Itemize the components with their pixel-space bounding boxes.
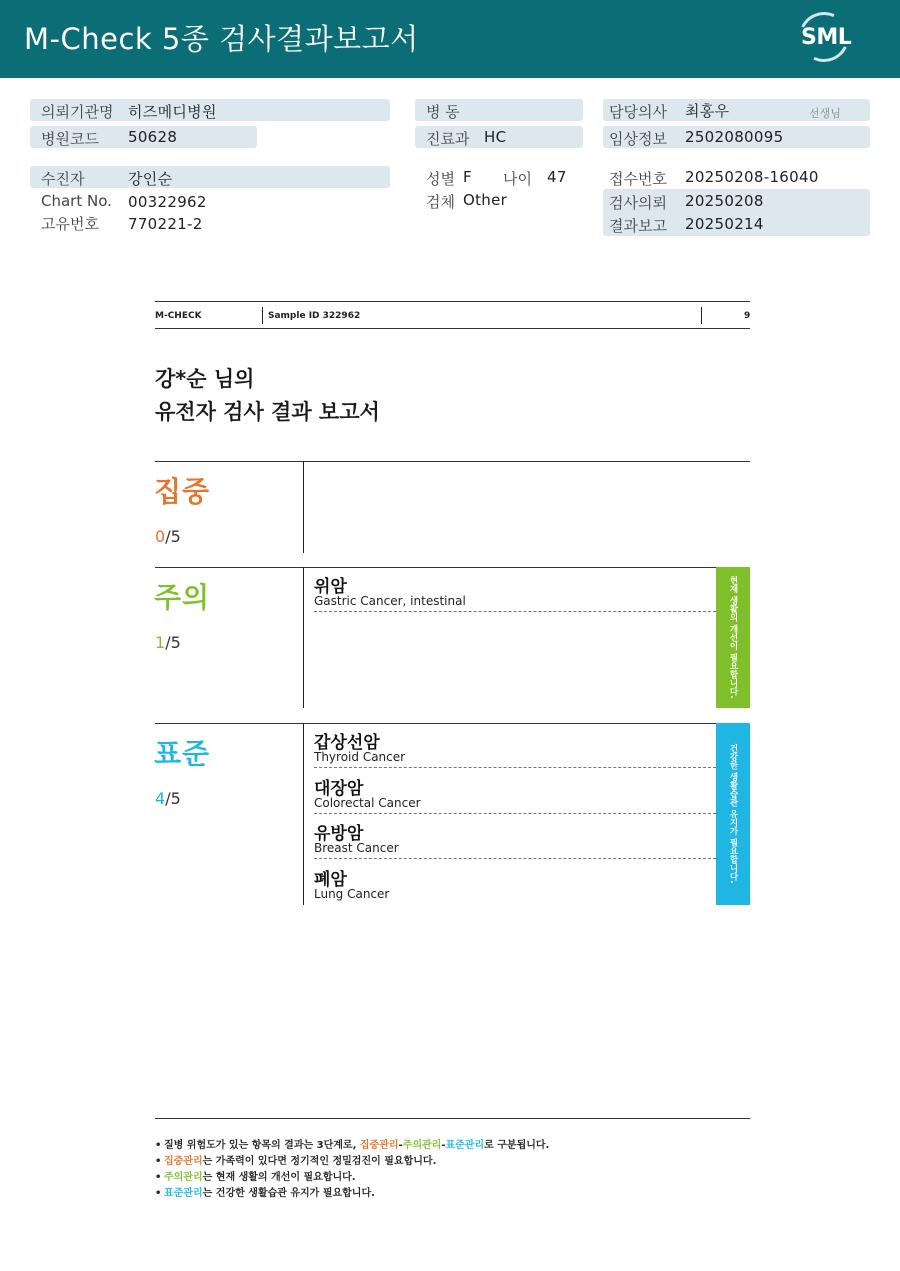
standard-item-en: Colorectal Cancer <box>314 796 421 810</box>
standard-item-ko: 유방암 <box>314 824 364 844</box>
clinical-value: 2502080095 <box>685 128 784 146</box>
request-value: 20250208 <box>685 192 764 210</box>
patient-value: 강인순 <box>128 170 173 188</box>
bullet-icon: • <box>155 1188 162 1199</box>
report-label: 결과보고 <box>609 217 667 235</box>
caution-item-ko: 위암 <box>314 577 347 597</box>
caution-section-divider <box>303 567 304 708</box>
item-separator <box>314 767 716 768</box>
caution-count-value: 1 <box>155 633 166 652</box>
bullet-icon: • <box>155 1140 162 1151</box>
footnote-1 <box>155 1136 549 1151</box>
standard-item-ko: 대장암 <box>314 779 364 799</box>
bullet-icon: • <box>155 1172 162 1183</box>
focus-section-title: 집중 <box>154 475 211 508</box>
standard-item-en: Lung Cancer <box>314 887 390 901</box>
footnote-1-tail: 로 구분됩니다. <box>484 1140 550 1151</box>
footnote-1-caution: 주의관리 <box>402 1140 442 1151</box>
caution-section-title: 주의 <box>154 581 211 614</box>
footnote-rule <box>155 1118 750 1119</box>
page-header-divider <box>701 307 702 324</box>
standard-count-total: /5 <box>165 789 181 808</box>
receipt-value: 20250208-16040 <box>685 168 819 186</box>
footnote-4-key: 표준관리 <box>164 1188 203 1199</box>
page-header-divider <box>262 307 263 324</box>
footnote-3-key: 주의관리 <box>164 1172 203 1183</box>
sml-logo <box>796 12 854 66</box>
footnote-4-text: 는 건강한 생활습관 유지가 필요합니다. <box>202 1188 375 1199</box>
page-number: 9 <box>744 311 751 321</box>
receipt-label: 접수번호 <box>609 170 667 188</box>
standard-section-rule <box>155 723 750 724</box>
doctor-label: 담당의사 <box>609 103 667 121</box>
footnote-4 <box>155 1184 375 1199</box>
focus-section-divider <box>303 461 304 553</box>
item-separator <box>314 813 716 814</box>
hospital-code-value: 50628 <box>128 128 178 146</box>
standard-section-divider <box>303 723 304 905</box>
caution-side-text: 현재 생활의 개선이 필요합니다. <box>728 576 738 699</box>
standard-side-banner <box>716 723 750 905</box>
report-heading-line1: 강*순 님의 <box>155 367 255 391</box>
footnote-2-text: 는 가족력이 있다면 정기적인 정밀검진이 필요합니다. <box>202 1156 437 1167</box>
specimen-label: 검체 <box>426 193 455 211</box>
doctor-value: 최홍우 <box>685 102 730 120</box>
caution-count-total: /5 <box>165 633 181 652</box>
caution-item-en: Gastric Cancer, intestinal <box>314 594 466 608</box>
chart-label: Chart No. <box>41 192 112 210</box>
clinical-label: 임상정보 <box>609 130 667 148</box>
sex-value: F <box>463 168 472 186</box>
unique-id-value: 770221-2 <box>128 215 203 233</box>
footnote-3-text: 는 현재 생활의 개선이 필요합니다. <box>202 1172 356 1183</box>
item-separator <box>314 858 716 859</box>
footnote-1-sep: - <box>441 1140 446 1151</box>
focus-count-total: /5 <box>165 527 181 546</box>
focus-count-value: 0 <box>155 527 166 546</box>
standard-side-text: 건강한 생활습관 유지가 필요합니다. <box>728 744 738 884</box>
sample-id: Sample ID 322962 <box>268 311 361 321</box>
hospital-label: 의뢰기관명 <box>41 103 114 121</box>
hospital-code-label: 병원코드 <box>41 130 99 148</box>
age-value: 47 <box>547 168 567 186</box>
unique-id-label: 고유번호 <box>41 215 99 233</box>
page-header-top-rule <box>155 301 750 302</box>
specimen-value: Other <box>463 191 508 209</box>
standard-item-ko: 갑상선암 <box>314 733 380 753</box>
report-heading-line2: 유전자 검사 결과 보고서 <box>155 400 380 424</box>
sex-label: 성별 <box>426 170 455 188</box>
page-brand: M-CHECK <box>155 311 202 321</box>
caution-count <box>155 633 181 652</box>
report-value: 20250214 <box>685 215 764 233</box>
dept-value: HC <box>484 128 507 146</box>
hospital-value: 히즈메디병원 <box>128 103 217 121</box>
caution-side-banner <box>716 567 750 708</box>
focus-section-rule <box>155 461 750 462</box>
standard-count-value: 4 <box>155 789 166 808</box>
standard-item-en: Thyroid Cancer <box>314 750 406 764</box>
bullet-icon: • <box>155 1156 162 1167</box>
logo-text: SML <box>801 25 852 50</box>
patient-label: 수진자 <box>41 170 85 188</box>
chart-value: 00322962 <box>128 193 207 211</box>
focus-count <box>155 527 181 546</box>
standard-item-ko: 폐암 <box>314 870 347 890</box>
report-title: M-Check 5종 검사결과보고서 <box>24 22 419 56</box>
footnote-1-sep: - <box>398 1140 403 1151</box>
page-header-bottom-rule <box>155 328 750 329</box>
age-label: 나이 <box>503 170 532 188</box>
standard-section-title: 표준 <box>154 737 211 770</box>
report-banner <box>0 0 900 78</box>
caution-section-rule <box>155 567 750 568</box>
dept-label: 진료과 <box>426 130 470 148</box>
standard-count <box>155 789 181 808</box>
footnote-2 <box>155 1152 436 1167</box>
footnote-1-focus: 집중관리 <box>359 1140 399 1151</box>
footnote-2-key: 집중관리 <box>164 1156 203 1167</box>
doctor-suffix: 선생님 <box>809 107 841 120</box>
request-label: 검사의뢰 <box>609 194 667 212</box>
footnote-1-standard: 표준관리 <box>445 1140 485 1151</box>
ward-label: 병 동 <box>426 103 460 121</box>
footnote-1-text: 질병 위험도가 있는 항목의 결과는 3단계로, <box>164 1140 360 1151</box>
footnote-3 <box>155 1168 356 1183</box>
item-separator <box>314 611 716 612</box>
standard-item-en: Breast Cancer <box>314 841 399 855</box>
